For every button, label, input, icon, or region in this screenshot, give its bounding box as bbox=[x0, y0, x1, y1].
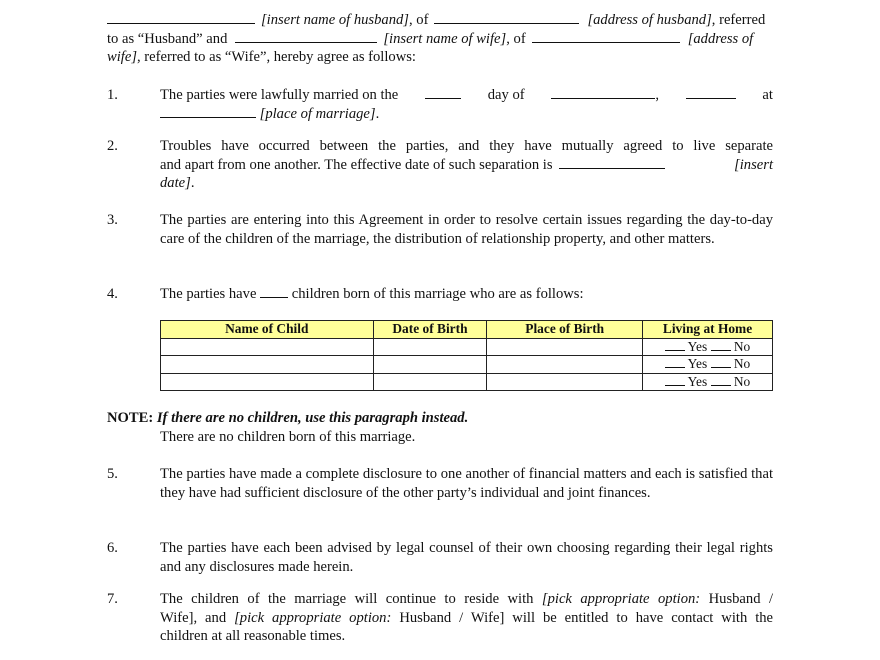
child-dob-cell[interactable] bbox=[373, 338, 487, 356]
note-instruction: If there are no children, use this paragraph instead. bbox=[156, 410, 469, 426]
header-name-of-child: Name of Child bbox=[161, 321, 374, 339]
clause-5 bbox=[107, 465, 773, 502]
day-of-text: day of bbox=[487, 87, 525, 103]
no-blank[interactable] bbox=[711, 339, 731, 351]
agree-text: , referred to as “Wife”, hereby agree as follows: bbox=[137, 49, 416, 66]
referred-text: , referred bbox=[711, 12, 766, 28]
child-dob-cell[interactable] bbox=[373, 356, 487, 374]
of-text-2: , of bbox=[506, 30, 526, 47]
no-label: No bbox=[733, 373, 751, 389]
wife-name-placeholder: [insert name of wife] bbox=[383, 30, 507, 47]
separation-text: Troubles have occurred between the parties, and they have mutually agreed to live separate bbox=[160, 138, 773, 154]
no-blank[interactable] bbox=[711, 374, 731, 386]
option-wife-text: Wife], and bbox=[160, 609, 227, 626]
yes-blank[interactable] bbox=[665, 356, 685, 368]
clause-1 bbox=[107, 86, 773, 123]
contact-text-end: children at all reasonable times. bbox=[160, 628, 346, 645]
period-text: . bbox=[375, 105, 380, 122]
living-at-home-cell[interactable] bbox=[643, 373, 773, 391]
header-living-at-home: Living at Home bbox=[643, 321, 773, 339]
of-text: , of bbox=[408, 12, 429, 28]
place-placeholder: [place of marriage] bbox=[259, 105, 376, 122]
husband-name-blank bbox=[107, 11, 255, 24]
wife-name-blank bbox=[235, 30, 377, 43]
day-blank bbox=[425, 86, 461, 99]
table-header-row bbox=[161, 321, 773, 339]
living-at-home-cell[interactable] bbox=[643, 338, 773, 356]
table-row bbox=[161, 373, 773, 391]
clause-text: The parties are entering into this Agreement in order to resolve certain issues regarding the day-to-day care of the children of the marriage, the distribution of relationship property, and other matters. bbox=[160, 212, 773, 247]
clause-number: 6. bbox=[107, 540, 118, 556]
child-pob-cell[interactable] bbox=[487, 338, 643, 356]
intro-paragraph bbox=[107, 11, 773, 67]
clause-number: 2. bbox=[107, 138, 118, 154]
children-count-blank bbox=[260, 285, 288, 298]
living-at-home-cell[interactable] bbox=[643, 356, 773, 374]
clause-text: The parties have made a complete disclosure to one another of financial matters and each is satisfied that they have had sufficient disclosure of the other party’s individual and joint finances. bbox=[160, 466, 773, 501]
reside-text: The children of the marriage will continue to reside with bbox=[160, 591, 534, 607]
pick-option-placeholder-2: [pick appropriate option: bbox=[234, 609, 392, 626]
yes-blank[interactable] bbox=[665, 339, 685, 351]
clause-3 bbox=[107, 211, 773, 248]
date-blank bbox=[559, 156, 665, 169]
header-date-of-birth: Date of Birth bbox=[373, 321, 487, 339]
clause-number: 4. bbox=[107, 286, 118, 302]
option-husband-text: Husband / bbox=[708, 591, 773, 607]
wife-address-placeholder: [address of bbox=[687, 30, 754, 47]
clause-7 bbox=[107, 590, 773, 646]
contact-text: Husband / Wife] will be entitled to have contact with the bbox=[399, 609, 774, 626]
note-text: There are no children born of this marriage. bbox=[160, 428, 416, 445]
pick-option-placeholder: [pick appropriate option: bbox=[541, 591, 701, 607]
comma-text: , bbox=[655, 87, 659, 103]
clause-number: 5. bbox=[107, 466, 118, 482]
wife-address-blank bbox=[532, 30, 680, 43]
place-blank bbox=[160, 105, 256, 118]
husband-address-blank bbox=[434, 11, 579, 24]
married-text: The parties were lawfully married on the bbox=[160, 87, 399, 103]
husband-name-placeholder: [insert name of husband] bbox=[261, 12, 409, 28]
note-block bbox=[107, 409, 773, 446]
clause-number: 3. bbox=[107, 212, 118, 228]
date-placeholder-end: date] bbox=[160, 175, 191, 192]
no-label: No bbox=[733, 338, 751, 354]
effective-date-text: and apart from one another. The effective date of such separation is bbox=[160, 156, 553, 173]
clause-number: 7. bbox=[107, 591, 118, 607]
child-pob-cell[interactable] bbox=[487, 373, 643, 391]
no-label: No bbox=[733, 356, 751, 372]
child-name-cell[interactable] bbox=[161, 356, 374, 374]
note-label: NOTE: bbox=[107, 410, 154, 426]
clause-4 bbox=[107, 285, 773, 304]
child-dob-cell[interactable] bbox=[373, 373, 487, 391]
table-row bbox=[161, 338, 773, 356]
yes-label: Yes bbox=[687, 373, 708, 389]
children-text: children born of this marriage who are as follows: bbox=[291, 286, 584, 302]
month-blank bbox=[551, 86, 655, 99]
date-placeholder: [insert bbox=[734, 156, 773, 173]
header-place-of-birth: Place of Birth bbox=[487, 321, 643, 339]
table-row bbox=[161, 356, 773, 374]
year-blank bbox=[686, 86, 736, 99]
children-table bbox=[160, 320, 773, 391]
wife-address-placeholder-end: wife] bbox=[107, 49, 137, 66]
yes-label: Yes bbox=[687, 338, 708, 354]
clause-number: 1. bbox=[107, 87, 118, 103]
yes-blank[interactable] bbox=[665, 374, 685, 386]
clause-6 bbox=[107, 539, 773, 576]
child-name-cell[interactable] bbox=[161, 373, 374, 391]
clause-text: The parties have each been advised by legal counsel of their own choosing regarding their legal rights and any disclosures made herein. bbox=[160, 540, 773, 575]
no-blank[interactable] bbox=[711, 356, 731, 368]
clause-2 bbox=[107, 137, 773, 193]
at-text: at bbox=[762, 87, 773, 103]
child-pob-cell[interactable] bbox=[487, 356, 643, 374]
child-name-cell[interactable] bbox=[161, 338, 374, 356]
yes-label: Yes bbox=[687, 356, 708, 372]
husband-label-text: to as “Husband” and bbox=[107, 30, 228, 47]
children-count-text: The parties have bbox=[160, 286, 257, 302]
husband-address-placeholder: [address of husband] bbox=[587, 12, 712, 28]
period-text: . bbox=[190, 175, 195, 192]
